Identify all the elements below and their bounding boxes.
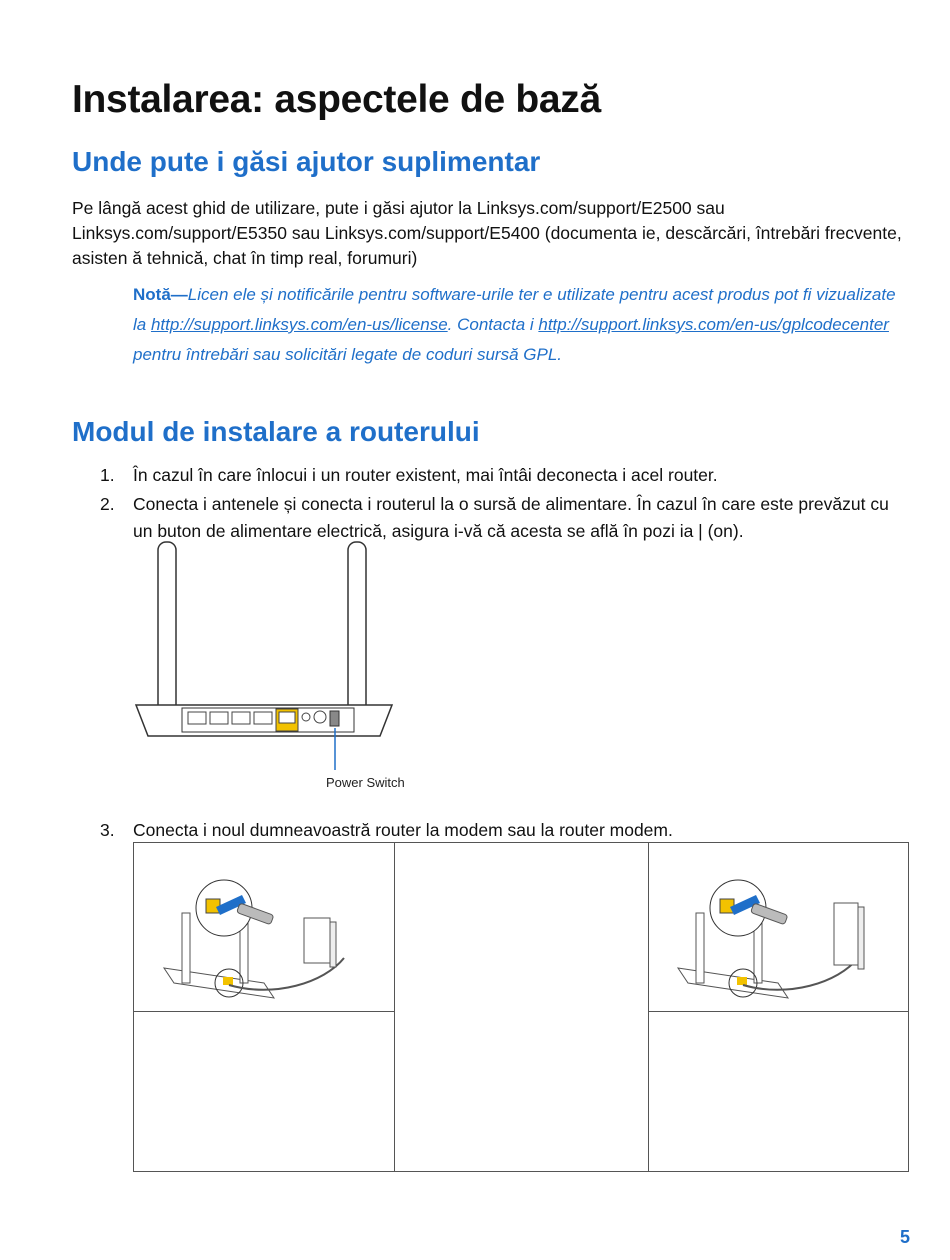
antenna xyxy=(182,913,190,983)
ethernet-port xyxy=(232,712,250,724)
table-divider xyxy=(394,843,395,1171)
page-title: Instalarea: aspectele de bază xyxy=(72,78,601,121)
section-heading-help: Unde pute i găsi ajutor suplimentar xyxy=(72,146,541,177)
ethernet-port xyxy=(188,712,206,724)
modem-box xyxy=(304,918,330,963)
license-link[interactable]: http://support.linksys.com/en-us/license xyxy=(150,315,448,334)
note-text-2: . Contacta i xyxy=(447,315,539,334)
ethernet-port xyxy=(210,712,228,724)
note-block xyxy=(133,280,913,370)
step-text: Conecta i antenele și conecta i routerul la o sursă de alimentare. În cazul în care este prevăzut cu un buton de alimentare electrică, asigura i-vă că acesta se află în pozi ia | (on). xyxy=(133,494,889,541)
power-switch xyxy=(330,711,339,726)
port-closeup xyxy=(206,899,220,913)
connection-table xyxy=(133,842,909,1172)
power-switch-caption: Power Switch xyxy=(326,775,405,790)
note-text-3: pentru întrebări sau solicitări legate de coduri sursă GPL. xyxy=(133,345,563,364)
gpl-link[interactable]: http://support.linksys.com/en-us/gplcodecenter xyxy=(538,315,889,334)
step-number: 3. xyxy=(100,820,115,840)
help-paragraph: Pe lângă acest ghid de utilizare, pute i găsi ajutor la Linksys.com/support/E2500 sau Linksys.com/support/E5350 sau Linksys.com/support/E5400 (documenta ie, descărcări, întrebări frecvente, asisten ă tehnică, chat în timp real, forumuri) xyxy=(72,198,902,268)
step-text: Conecta i noul dumneavoastră router la modem sau la router modem. xyxy=(133,820,673,840)
page-number: 5 xyxy=(899,1227,910,1247)
table-divider xyxy=(648,843,649,1171)
router-modem-side xyxy=(858,907,864,969)
section-heading-install: Modul de instalare a routerului xyxy=(72,416,480,447)
table-divider xyxy=(134,1011,394,1012)
antenna xyxy=(696,913,704,983)
ethernet-port xyxy=(254,712,272,724)
step-number: 1. xyxy=(100,465,115,485)
step-text: În cazul în care înlocui i un router existent, mai întâi deconecta i acel router. xyxy=(133,465,718,485)
right-antenna xyxy=(348,542,366,712)
step-number: 2. xyxy=(100,494,115,514)
modem-connection-illustration xyxy=(154,873,384,1003)
internet-port xyxy=(737,977,747,985)
table-divider xyxy=(648,1011,908,1012)
wps-button xyxy=(302,713,310,721)
router-modem-box xyxy=(834,903,858,965)
router-back-illustration xyxy=(130,540,400,770)
router-modem-connection-illustration xyxy=(668,873,898,1003)
left-antenna xyxy=(158,542,176,712)
note-text-1: Licen ele și notificările pentru software-urile ter e utilizate pentru acest produs pot fi vizualizate la xyxy=(133,285,896,334)
modem-side xyxy=(330,922,336,967)
power-jack xyxy=(314,711,326,723)
note-label: Notă— xyxy=(133,285,188,304)
port-closeup xyxy=(720,899,734,913)
internet-port xyxy=(223,977,233,985)
internet-port-socket xyxy=(279,712,295,723)
